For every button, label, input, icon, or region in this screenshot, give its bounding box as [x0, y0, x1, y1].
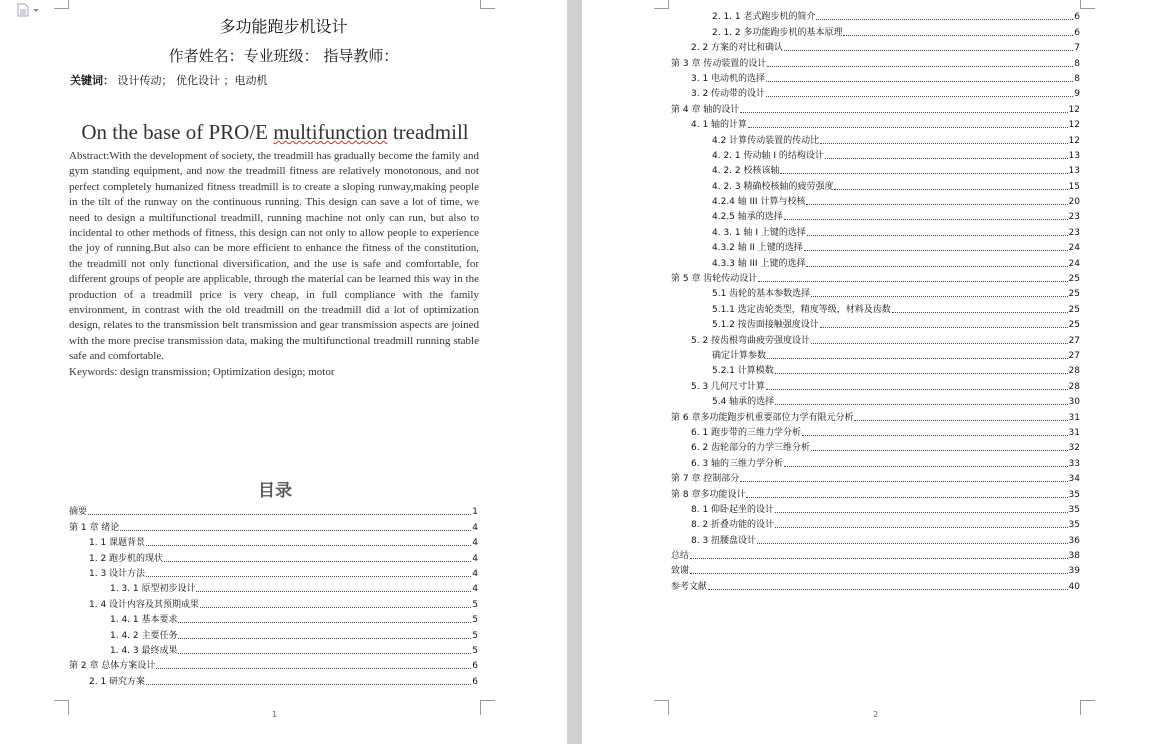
document-title-en [0, 120, 550, 145]
toc-entry-page: 25 [1068, 289, 1080, 300]
toc-entry[interactable] [671, 270, 1080, 285]
toc-entry-label: 1. 3 设计方法 [89, 568, 146, 579]
toc-dot-leader [825, 158, 1068, 159]
toc-entry-label: 2. 1. 2 多功能跑步机的基本原理 [712, 27, 843, 38]
toc-dot-leader [775, 512, 1068, 513]
toc-entry[interactable] [671, 347, 1080, 362]
toc-dot-leader [834, 189, 1067, 190]
toc-entry-page: 20 [1068, 197, 1080, 208]
toc-entry-page: 39 [1068, 566, 1080, 577]
toc-entry[interactable] [671, 177, 1080, 192]
toc-dot-leader [146, 545, 471, 546]
toc-dot-leader [88, 514, 471, 515]
toc-entry[interactable] [671, 362, 1080, 377]
toc-entry-label: 8. 1 仰卧起坐的设计 [691, 504, 775, 515]
toc-entry[interactable] [671, 285, 1080, 300]
toc-entry-page: 31 [1068, 412, 1080, 423]
toc-dot-leader [775, 527, 1068, 528]
toc-entry-page: 8 [1074, 73, 1080, 84]
toc-entry-page: 25 [1068, 274, 1080, 285]
toc-entry-label: 致谢 [671, 566, 690, 577]
toc-entry-page: 24 [1068, 258, 1080, 269]
toc-entry-label: 第 6 章多功能跑步机重要部位力学有限元分析 [671, 412, 854, 423]
toc-entry-page: 12 [1068, 120, 1080, 131]
toc-dot-leader [156, 668, 471, 669]
toc-entry[interactable] [671, 70, 1080, 85]
toc-dot-leader [120, 530, 471, 531]
toc-entry[interactable] [69, 580, 478, 595]
toc-dot-leader [784, 50, 1073, 51]
toc-entry[interactable] [671, 23, 1080, 38]
abstract-text: Abstract:With the development of society, the treadmill has gradually become the family and gym standing equipment, and now the treadmill fitness are relatively monotonous, and not perfect completely humanized fitness treadmill is to create a sloping runway,making people in the tilt of the runway on the continuous running. This design can save a lot of time, we need to design a multifunctional treadmill, running machine not only can run, but also to incidental to other methods of fitness, this design can not only to allow people to experience the joy of running.But also can be more efficient to enhance the fitness of the constitution, the treadmill not only functional diversification, and the use is safe and comfortable, for different groups of people are applicable, through the material can be learned this way in the production of a treadmill price is very cheap, in full compliance with the family environment, in contrast with the old treadmill on the treadmill did a lot of optimization design, relates to the transmission belt transmission and gear transmission aspects are joined with the more precise transmission data, making the multifunctional treadmill running stable safe and comfortable. [69, 150, 479, 363]
toc-entry-label: 参考文献 [671, 581, 708, 592]
toc-entry-page: 34 [1068, 474, 1080, 485]
page-number: 2 [873, 710, 879, 719]
toc-entry-page: 6 [472, 676, 478, 687]
toc-entry-label: 4. 3. 1 轴 I 上键的选择 [712, 227, 806, 238]
toc-dot-leader [178, 638, 471, 639]
toc-entry-label: 3. 2 传动带的设计 [691, 89, 766, 100]
toc-entry-page: 4 [472, 568, 478, 579]
document-title-cn: 多功能跑步机设计 [219, 17, 348, 36]
toc-entry[interactable] [671, 470, 1080, 485]
toc-entry-page: 27 [1068, 335, 1080, 346]
page-gutter [567, 0, 582, 744]
toc-entry[interactable] [671, 485, 1080, 500]
toc-entry[interactable] [671, 300, 1080, 315]
toc-entry-label: 5.1 齿轮的基本参数选择 [712, 289, 811, 300]
margin-corner-mark [654, 0, 669, 9]
toc-dot-leader [780, 173, 1067, 174]
toc-dot-leader [775, 373, 1068, 374]
toc-entry[interactable] [69, 642, 478, 657]
toc-entry[interactable] [69, 672, 478, 687]
toc-entry[interactable] [69, 549, 478, 564]
toc-entry[interactable] [671, 577, 1080, 592]
toc-entry[interactable] [69, 626, 478, 641]
table-of-contents-page1 [69, 503, 478, 688]
toc-entry[interactable] [671, 377, 1080, 392]
toc-entry-label: 5.4 轴承的选择 [712, 397, 775, 408]
toc-dot-leader [807, 235, 1068, 236]
toc-entry-page: 31 [1068, 427, 1080, 438]
toc-entry-page: 15 [1068, 181, 1080, 192]
toc-dot-leader [804, 250, 1068, 251]
keywords-cn-text: 设计传动； 优化设计 ；电动机 [117, 74, 268, 87]
toc-entry[interactable] [69, 595, 478, 610]
toc-entry-label: 4.2.5 轴承的选择 [712, 212, 783, 223]
toc-entry-label: 第 2 章 总体方案设计 [69, 661, 156, 672]
toc-entry[interactable] [671, 516, 1080, 531]
toc-dot-leader [892, 312, 1068, 313]
toc-entry-label: 摘要 [69, 507, 88, 518]
margin-corner-mark [480, 700, 495, 715]
toc-dot-leader [766, 389, 1068, 390]
toc-dot-leader [806, 266, 1067, 267]
toc-entry[interactable] [671, 562, 1080, 577]
toc-entry[interactable] [671, 408, 1080, 423]
toc-entry-label: 第 8 章多功能设计 [671, 489, 746, 500]
toc-entry-label: 5.2.1 计算模数 [712, 366, 774, 377]
toc-entry-label: 4. 1 轴的计算 [691, 120, 748, 131]
toc-entry-page: 36 [1068, 535, 1080, 546]
toc-entry-page: 12 [1068, 104, 1080, 115]
toc-dot-leader [746, 497, 1067, 498]
spellcheck-underlined-word: multifunction [273, 120, 388, 144]
toc-entry-page: 27 [1068, 350, 1080, 361]
toc-entry-label: 2. 1 研究方案 [89, 676, 146, 687]
toc-dot-leader [196, 591, 471, 592]
toc-entry-page: 13 [1068, 150, 1080, 161]
toc-entry[interactable] [671, 331, 1080, 346]
toc-dot-leader [757, 543, 1068, 544]
toc-dot-leader [740, 112, 1067, 113]
toc-entry-label: 8. 3 扭腰盘设计 [691, 535, 757, 546]
toc-entry-page: 35 [1068, 489, 1080, 500]
toc-entry-label: 4. 2. 3 精确校核轴的疲劳强度 [712, 181, 834, 192]
toc-entry-page: 6 [472, 661, 478, 672]
toc-entry-page: 23 [1068, 227, 1080, 238]
toc-entry-page: 28 [1068, 366, 1080, 377]
toc-dot-leader [766, 96, 1073, 97]
margin-corner-mark [480, 0, 495, 9]
toc-entry[interactable] [671, 223, 1080, 238]
toc-entry[interactable] [69, 534, 478, 549]
toc-entry-page: 6 [1074, 12, 1080, 23]
toc-entry-label: 8. 2 折叠功能的设计 [691, 520, 775, 531]
toc-dot-leader [758, 281, 1067, 282]
toc-entry[interactable] [671, 239, 1080, 254]
toc-entry-page: 35 [1068, 520, 1080, 531]
toc-entry[interactable] [671, 424, 1080, 439]
toc-dot-leader [708, 589, 1068, 590]
toc-entry-label: 1. 4. 3 最终成果 [110, 645, 178, 656]
toc-entry-page: 4 [472, 522, 478, 533]
toc-entry-label: 2. 2 方案的对比和确认 [691, 43, 784, 54]
toc-entry[interactable] [671, 393, 1080, 408]
toc-dot-leader [766, 81, 1073, 82]
toc-dot-leader [806, 204, 1067, 205]
toc-entry-label: 第 4 章 轴的设计 [671, 104, 740, 115]
toc-entry[interactable] [671, 54, 1080, 69]
toc-entry[interactable] [671, 547, 1080, 562]
toc-entry-page: 5 [472, 645, 478, 656]
toc-dot-leader [767, 66, 1073, 67]
toc-dot-leader [843, 35, 1073, 36]
toc-entry[interactable] [671, 439, 1080, 454]
toc-entry[interactable] [671, 208, 1080, 223]
toc-dot-leader [146, 684, 471, 685]
toc-entry-page: 30 [1068, 397, 1080, 408]
toc-entry[interactable] [69, 611, 478, 626]
toc-entry-label: 4.2.4 轴 III 计算与校核 [712, 197, 806, 208]
document-page-1 [0, 0, 567, 744]
toc-entry[interactable] [69, 518, 478, 533]
toc-dot-leader [811, 296, 1067, 297]
title-en-suffix: treadmill [387, 120, 469, 144]
toc-entry-label: 1. 4 设计内容及其预期成果 [89, 599, 200, 610]
toc-dot-leader [811, 450, 1068, 451]
toc-entry-page: 9 [1074, 89, 1080, 100]
toc-dot-leader [164, 561, 471, 562]
toc-entry-label: 6. 3 轴的三维力学分析 [691, 458, 784, 469]
toc-entry[interactable] [671, 454, 1080, 469]
toc-dot-leader [146, 576, 471, 577]
page-number: 1 [272, 710, 278, 719]
toc-entry-label: 4.3.2 轴 II 上键的选择 [712, 243, 803, 254]
toc-entry[interactable] [671, 162, 1080, 177]
toc-entry[interactable] [671, 501, 1080, 516]
toc-dot-leader [820, 143, 1067, 144]
toc-dot-leader [820, 327, 1068, 328]
toc-entry-page: 28 [1068, 381, 1080, 392]
toc-entry-page: 32 [1068, 443, 1080, 454]
toc-dot-leader [811, 343, 1068, 344]
toc-dot-leader [178, 622, 471, 623]
margin-corner-mark [1080, 0, 1095, 9]
toc-dot-leader [784, 219, 1068, 220]
toc-entry-page: 4 [472, 553, 478, 564]
toc-entry-label: 4.2 计算传动装置的传动比 [712, 135, 820, 146]
toc-entry-page: 25 [1068, 320, 1080, 331]
toc-dot-leader [784, 466, 1068, 467]
toc-entry-page: 4 [472, 584, 478, 595]
toc-entry-label: 1. 4. 2 主要任务 [110, 630, 178, 641]
toc-entry-page: 5 [472, 615, 478, 626]
toc-entry[interactable] [671, 147, 1080, 162]
toc-entry-page: 23 [1068, 212, 1080, 223]
toc-entry-page: 13 [1068, 166, 1080, 177]
toc-entry[interactable] [671, 531, 1080, 546]
toc-dot-leader [816, 19, 1073, 20]
toc-entry[interactable] [671, 39, 1080, 54]
toc-dot-leader [200, 607, 471, 608]
toc-dot-leader [767, 358, 1068, 359]
title-en-prefix: On the base of PRO/E [81, 120, 274, 144]
toc-dot-leader [740, 481, 1067, 482]
keywords-en: Keywords: design transmission; Optimization design; motor [69, 365, 335, 378]
toc-entry[interactable] [69, 565, 478, 580]
margin-corner-mark [1080, 700, 1095, 715]
toc-entry-page: 38 [1068, 551, 1080, 562]
toc-entry[interactable] [671, 193, 1080, 208]
toc-entry-label: 1. 2 跑步机的现状 [89, 553, 164, 564]
toc-entry[interactable] [671, 100, 1080, 115]
toc-entry-page: 5 [472, 599, 478, 610]
toc-entry-label: 1. 4. 1 基本要求 [110, 615, 178, 626]
abstract-block [69, 149, 479, 380]
toc-entry-label: 6. 2 齿轮部分的力学三维分析 [691, 443, 811, 454]
toc-entry-label: 6. 1 跑步带的三维力学分析 [691, 427, 802, 438]
toc-entry-label: 第 1 章 绪论 [69, 522, 120, 533]
toc-entry-label: 5. 3 几何尺寸计算 [691, 381, 766, 392]
toc-dot-leader [854, 420, 1067, 421]
toc-entry[interactable] [671, 131, 1080, 146]
toc-entry-label: 第 3 章 传动装置的设计 [671, 58, 767, 69]
toc-dot-leader [802, 435, 1068, 436]
toc-entry[interactable] [69, 657, 478, 672]
toc-entry-label: 总结 [671, 551, 690, 562]
toc-entry-label: 5.1.1 选定齿轮类型，精度等级，材料及齿数 [712, 304, 891, 315]
toc-entry-page: 33 [1068, 458, 1080, 469]
toc-entry[interactable] [671, 316, 1080, 331]
toc-entry-label: 5.1.2 按齿面接触强度设计 [712, 320, 819, 331]
table-of-contents-page2 [671, 8, 1080, 593]
toc-dot-leader [690, 573, 1068, 574]
margin-corner-mark [54, 700, 69, 715]
toc-entry-label: 4. 2. 2 校核该轴 [712, 166, 780, 177]
toc-entry-label: 1. 1 课题背景 [89, 538, 146, 549]
toc-entry-page: 7 [1074, 43, 1080, 54]
toc-entry-label: 2. 1. 1 老式跑步机的简介 [712, 12, 816, 23]
toc-dot-leader [748, 127, 1068, 128]
toc-entry-label: 4.3.3 轴 III 上键的选择 [712, 258, 806, 269]
toc-entry-page: 40 [1068, 581, 1080, 592]
toc-dot-leader [775, 404, 1067, 405]
toc-entry-page: 24 [1068, 243, 1080, 254]
toc-entry[interactable] [671, 8, 1080, 23]
margin-corner-mark [654, 700, 669, 715]
toc-heading: 目录 [258, 481, 292, 501]
margin-corner-mark [54, 0, 69, 9]
toc-entry-page: 5 [472, 630, 478, 641]
keywords-cn-label: 关键词： [70, 74, 114, 87]
toc-entry-label: 5. 2 按齿根弯曲疲劳强度设计 [691, 335, 811, 346]
toc-entry-page: 8 [1074, 58, 1080, 69]
toc-entry-page: 6 [1074, 27, 1080, 38]
toc-entry-page: 1 [472, 507, 478, 518]
toc-entry-label: 第 5 章 齿轮传动设计 [671, 274, 758, 285]
toc-entry-label: 4. 2. 1 传动轴 I 的结构设计 [712, 150, 824, 161]
toc-entry-page: 12 [1068, 135, 1080, 146]
toc-entry-page: 4 [472, 538, 478, 549]
toc-entry-label: 3. 1 电动机的选择 [691, 73, 766, 84]
toc-entry[interactable] [671, 85, 1080, 100]
toc-entry-label: 1. 3. 1 原型初步设计 [110, 584, 196, 595]
toc-entry[interactable] [671, 116, 1080, 131]
toc-dot-leader [178, 653, 471, 654]
toc-entry-label: 确定计算参数 [712, 350, 767, 361]
toc-entry-page: 25 [1068, 304, 1080, 315]
toc-entry[interactable] [69, 503, 478, 518]
author-line: 作者姓名：专业班级： 指导教师： [168, 47, 399, 65]
toc-entry-page: 35 [1068, 504, 1080, 515]
toc-dot-leader [690, 558, 1068, 559]
keywords-cn [70, 72, 268, 88]
toc-entry[interactable] [671, 254, 1080, 269]
toc-entry-label: 第 7 章 控制部分 [671, 474, 740, 485]
